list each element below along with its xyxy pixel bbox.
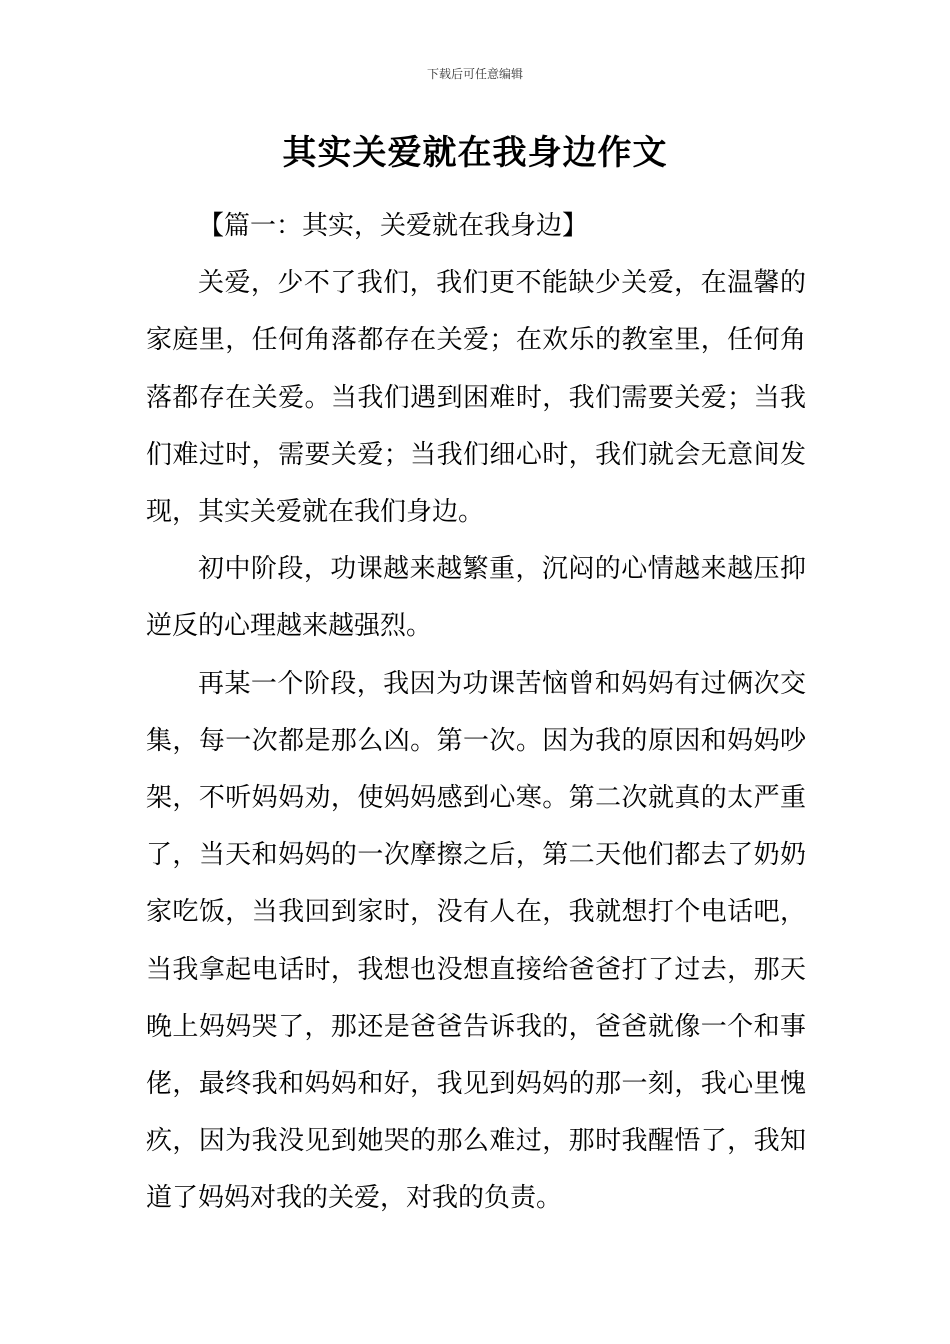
section-heading: 【篇一：其实，关爱就在我身边】: [198, 211, 589, 241]
header-note: 下载后可任意编辑: [426, 67, 523, 81]
paragraph-1: 关爱，少不了我们，我们更不能缺少关爱，在温馨的家庭里，任何角落都存在关爱；在欢乐的教室里，任何角落都存在关爱。当我们遇到困难时，我们需要关爱；当我们难过时，需要关爱；当我们细心时，我们就会无意间发现，其实关爱就在我们身边。: [146, 268, 806, 528]
document-body: [146, 198, 806, 1228]
paragraph-3: 再某一个阶段，我因为功课苦恼曾和妈妈有过俩次交集，每一次都是那么凶。第一次。因为我的原因和妈妈吵架，不听妈妈劝，使妈妈感到心寒。第二次就真的太严重了，当天和妈妈的一次摩擦之后，第二天他们都去了奶奶家吃饭，当我回到家时，没有人在，我就想打个电话吧，当我拿起电话时，我想也没想直接给爸爸打了过去，那天晚上妈妈哭了，那还是爸爸告诉我的，爸爸就像一个和事佬，最终我和妈妈和好，我见到妈妈的那一刻，我心里愧疚，因为我没见到她哭的那么难过，那时我醒悟了，我知道了妈妈对我的关爱，对我的负责。: [146, 668, 806, 1214]
paragraph-2: 初中阶段，功课越来越繁重，沉闷的心情越来越压抑逆反的心理越来越强烈。: [146, 554, 806, 642]
document-title: 其实关爱就在我身边作文: [282, 133, 668, 173]
